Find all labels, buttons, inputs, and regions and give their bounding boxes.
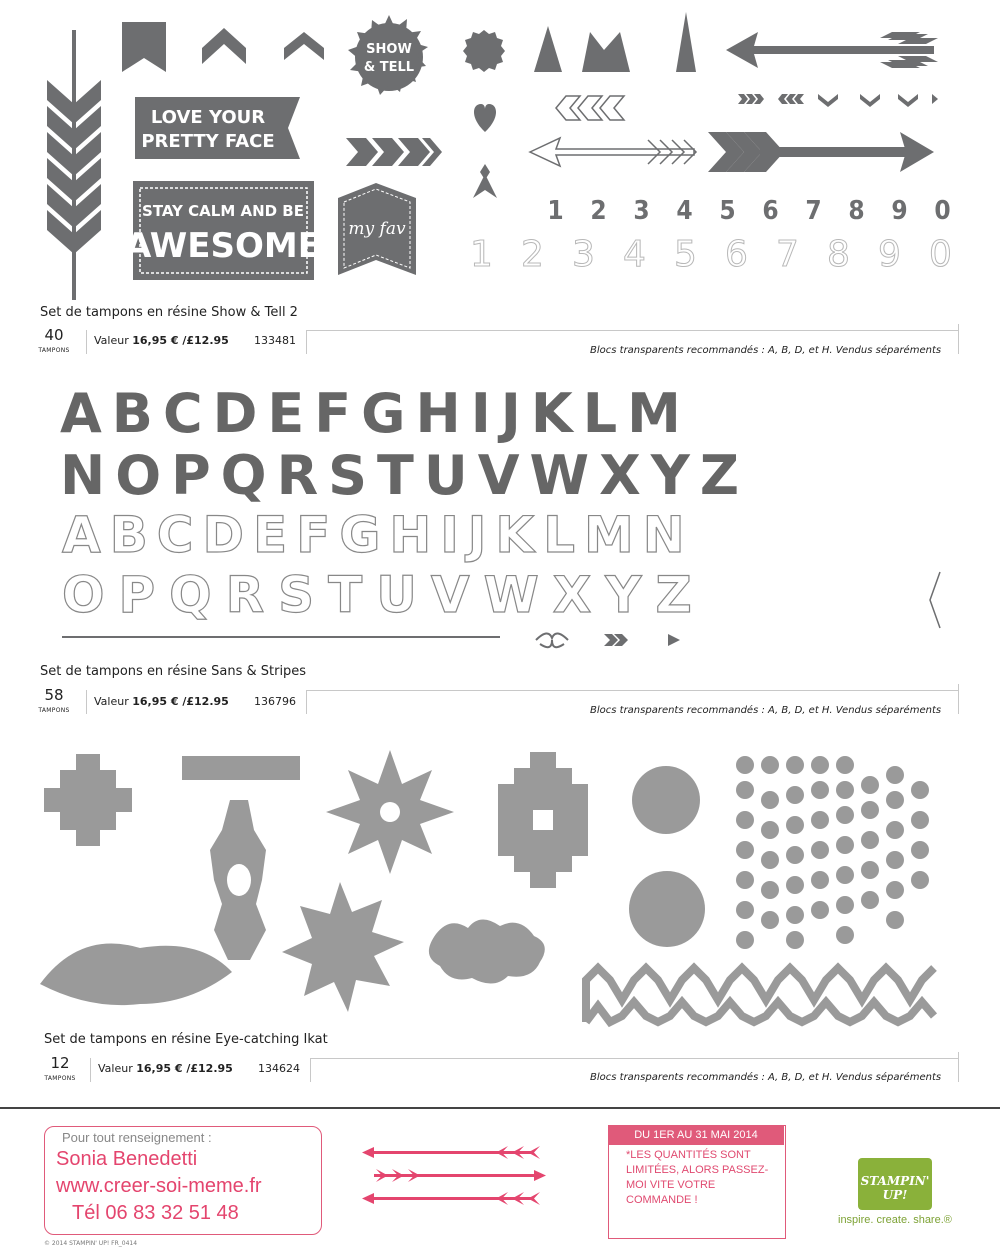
outline-chevrons-stamp	[556, 96, 624, 120]
copyright: © 2014 STAMPIN' UP! FR_0414	[44, 1240, 138, 1247]
circle-stamp	[629, 871, 705, 947]
number-stamp: 7	[776, 234, 799, 275]
promo-text: *LES QUANTITÉS SONT LIMITÉES, ALORS PASSEZ-MOI VITE VOTRE COMMANDE !	[626, 1149, 769, 1206]
number-stamp: 4	[676, 196, 693, 226]
solid-alphabet-row-1: ABCDEFGHIJKLM	[60, 382, 691, 445]
price-value: 16,95 € /£12.95	[136, 1062, 233, 1075]
stamp-count-label: TAMPONS	[38, 347, 70, 354]
number-stamp: 2	[590, 196, 607, 226]
number-stamp: 5	[674, 234, 697, 275]
price-label: Valeur	[94, 334, 129, 347]
promo-heading: DU 1ER AU 31 MAI 2014	[608, 1125, 784, 1145]
small-seal-stamp	[463, 30, 505, 72]
small-arrows-row-stamp	[738, 94, 938, 107]
svg-text:& TELL: & TELL	[363, 60, 415, 75]
number-stamp: 9	[891, 196, 908, 226]
stamp-count: 40	[44, 326, 64, 344]
svg-text:SHOW: SHOW	[366, 42, 412, 57]
price-label: Valeur	[98, 1062, 133, 1075]
small-triangle-stamp	[668, 634, 680, 646]
number-stamp: 3	[633, 196, 650, 226]
number-stamp: 0	[929, 234, 952, 275]
product-title: Set de tampons en résine Show & Tell 2	[40, 305, 298, 320]
number-stamp: 2	[521, 234, 544, 275]
number-stamp: 1	[470, 234, 493, 275]
price-line	[98, 1062, 233, 1075]
svg-text:my fav: my fav	[348, 219, 406, 239]
number-stamp: 8	[848, 196, 865, 226]
divider	[306, 690, 307, 714]
divider	[958, 324, 959, 354]
product-title: Set de tampons en résine Sans & Stripes	[40, 664, 307, 679]
svg-text:STAY CALM AND BE: STAY CALM AND BE	[142, 202, 304, 220]
product-code: 133481	[254, 334, 296, 347]
sunburst-stamp	[282, 882, 404, 1012]
striped-alphabet-row-1: ABCDEFGHIJKLMN	[62, 506, 694, 564]
brush-bar-stamp	[182, 756, 300, 780]
banner-flag-stamp	[122, 22, 166, 72]
number-stamp: 1	[547, 196, 564, 226]
divider	[90, 1058, 91, 1082]
zigzag-stamp	[586, 968, 934, 1022]
divider-rule	[310, 1058, 958, 1059]
lips-stamp	[40, 944, 232, 1006]
number-stamp: 8	[827, 234, 850, 275]
pink-arrows-decoration	[340, 1140, 570, 1230]
divider-rule	[306, 330, 958, 331]
svg-text:PRETTY FACE: PRETTY FACE	[141, 131, 275, 152]
divider	[86, 690, 87, 714]
stamp-count-label: TAMPONS	[44, 1075, 76, 1082]
flourish-stamp	[536, 633, 568, 647]
number-stamp: 5	[719, 196, 736, 226]
circle-stamp	[632, 766, 700, 834]
number-stamp: 6	[725, 234, 748, 275]
number-stamp: 0	[934, 196, 951, 226]
dots-pattern-stamp	[736, 756, 929, 949]
triangle-stamp	[534, 26, 562, 72]
contact-phone: Tél 06 83 32 51 48	[72, 1202, 239, 1224]
heart-stamp	[474, 104, 496, 132]
solid-numbers-stamps	[534, 196, 964, 226]
product-code: 136796	[254, 695, 296, 708]
footer-rule	[0, 1107, 1000, 1109]
chevron-up-small-stamp	[284, 32, 324, 60]
striped-alphabet-row-2: OPQRSTUVWXYZ	[62, 566, 706, 624]
divider	[310, 1058, 311, 1082]
number-stamp: 9	[878, 234, 901, 275]
logo-text: STAMPIN' UP!	[860, 1174, 930, 1202]
stamp-count: 58	[44, 686, 64, 704]
outline-arrow-stamp	[530, 138, 696, 166]
price-line	[94, 695, 229, 708]
price-label: Valeur	[94, 695, 129, 708]
stamp-count: 12	[50, 1054, 70, 1072]
divider-rule	[306, 690, 958, 691]
number-stamp: 6	[762, 196, 779, 226]
contact-name: Sonia Benedetti	[56, 1148, 198, 1170]
big-arrow-left-stamp	[726, 32, 938, 68]
svg-text:AWESOME: AWESOME	[125, 226, 321, 266]
notched-banner-stamp	[582, 32, 630, 72]
divider	[86, 330, 87, 354]
price-value: 16,95 € /£12.95	[132, 334, 229, 347]
cloud-stamp	[429, 919, 545, 983]
sans-stripes-extras	[0, 560, 1000, 660]
contact-heading: Pour tout renseignement :	[62, 1130, 212, 1145]
blocks-note: Blocs transparents recommandés : A, B, D, et H. Vendus séparéments	[590, 345, 942, 356]
solid-arrow-right-stamp	[708, 132, 934, 172]
price-line	[94, 334, 229, 347]
chevron-column-stamp	[47, 30, 101, 300]
blocks-note: Blocs transparents recommandés : A, B, D, et H. Vendus séparéments	[590, 705, 942, 716]
number-stamp: 7	[805, 196, 822, 226]
blocks-note: Blocs transparents recommandés : A, B, D, et H. Vendus séparéments	[590, 1072, 942, 1083]
outline-numbers-stamps	[456, 234, 966, 275]
arrowhead-up-stamp	[473, 174, 497, 198]
triple-arrow-stamp	[346, 138, 442, 166]
product-title: Set de tampons en résine Eye-catching Ikat	[44, 1032, 328, 1047]
product-code: 134624	[258, 1062, 300, 1075]
divider	[958, 684, 959, 714]
price-value: 16,95 € /£12.95	[132, 695, 229, 708]
chevron-up-stamp	[202, 28, 246, 64]
contact-website[interactable]: www.creer-soi-meme.fr	[56, 1175, 262, 1197]
ikat-stamp-images	[0, 730, 1000, 1030]
tall-triangle-stamp	[676, 12, 696, 72]
ikat-cross-stamp	[44, 754, 132, 846]
divider	[958, 1052, 959, 1082]
svg-text:LOVE YOUR: LOVE YOUR	[150, 107, 266, 128]
divider	[306, 330, 307, 354]
tagline: inspire. create. share.®	[838, 1214, 952, 1226]
solid-alphabet-row-2: NOPQRSTUVWXYZ	[60, 444, 749, 507]
number-stamp: 3	[572, 234, 595, 275]
number-stamp: 4	[623, 234, 646, 275]
stamp-count-label: TAMPONS	[38, 707, 70, 714]
